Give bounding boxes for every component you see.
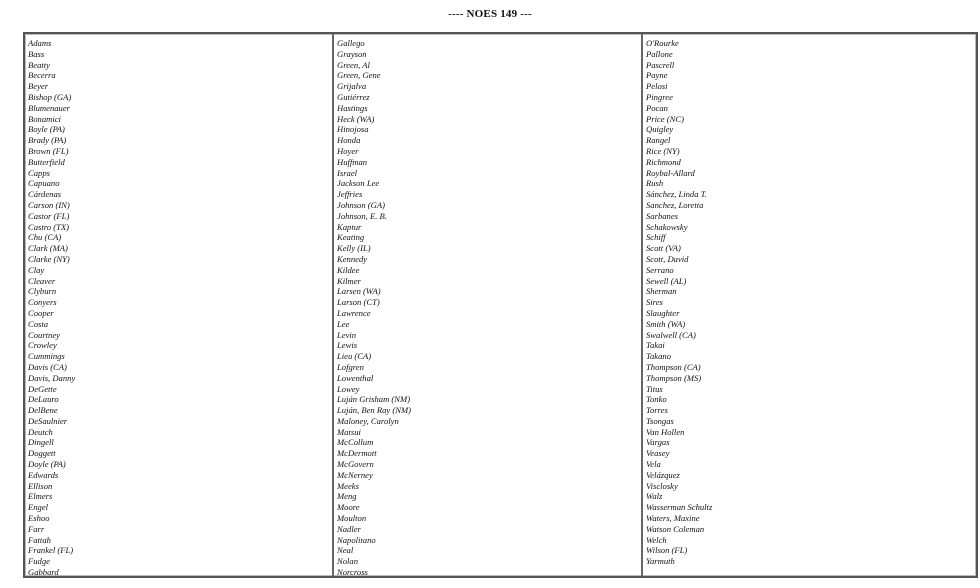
member-name: Clarke (NY) <box>28 253 70 264</box>
member-name: Takai <box>646 340 665 351</box>
member-name: Wasserman Schultz <box>646 502 713 513</box>
member-name: DeSaulnier <box>28 415 68 426</box>
member-name: Courtney <box>28 329 60 340</box>
member-name: Cárdenas <box>28 189 62 200</box>
member-name: Bass <box>28 48 45 59</box>
member-name: Yarmuth <box>646 556 675 567</box>
member-name: Kennedy <box>337 253 368 264</box>
member-name: Norcross <box>337 567 368 576</box>
member-name: Johnson, E. B. <box>337 210 387 221</box>
member-name: Luján Grisham (NM) <box>337 394 411 405</box>
member-name: Cooper <box>28 307 54 318</box>
member-name: Lewis <box>337 340 358 351</box>
member-name: Kelly (IL) <box>337 243 371 254</box>
member-name: Veasey <box>646 448 670 459</box>
noes-name-table <box>23 32 978 578</box>
member-name: McGovern <box>337 459 374 470</box>
member-name: Payne <box>646 70 668 81</box>
member-name: Quigley <box>646 124 674 135</box>
member-name: Visclosky <box>646 480 678 491</box>
member-name: Costa <box>28 318 49 329</box>
member-name: Matsui <box>337 426 361 437</box>
member-name: Sires <box>646 297 663 308</box>
member-name: Pingree <box>646 91 673 102</box>
member-name: Conyers <box>28 297 57 308</box>
member-name: Beyer <box>28 81 49 92</box>
member-name: Welch <box>646 534 667 545</box>
member-name: Clark (MA) <box>28 243 68 254</box>
member-name: Doggett <box>28 448 56 459</box>
member-name: Lawrence <box>337 307 371 318</box>
member-name: Carson (IN) <box>28 199 70 210</box>
member-name: Keating <box>337 232 365 243</box>
member-name: Castor (FL) <box>28 210 70 221</box>
member-name: DeLauro <box>28 394 59 405</box>
member-name: Rice (NY) <box>646 145 680 156</box>
member-name: Lowey <box>337 383 360 394</box>
member-name: Wilson (FL) <box>646 545 688 556</box>
member-name: Green, Al <box>337 59 370 70</box>
member-name: Ellison <box>28 480 53 491</box>
member-name: Gallego <box>337 38 365 48</box>
vote-tally-title: ---- NOES 149 --- <box>448 8 532 20</box>
member-name: Nadler <box>337 523 361 534</box>
member-name: Honda <box>337 135 361 146</box>
member-name: Watson Coleman <box>646 523 705 534</box>
member-name: Clay <box>28 264 45 275</box>
member-name: Pocan <box>646 102 668 113</box>
member-name: McCollum <box>337 437 374 448</box>
member-name: Kaptur <box>337 221 362 232</box>
member-name: Elmers <box>28 491 53 502</box>
member-name: Bishop (GA) <box>28 91 72 102</box>
member-name: Tsongas <box>646 415 674 426</box>
member-name: Tonko <box>646 394 667 405</box>
member-name: Slaughter <box>646 307 680 318</box>
member-name: Beatty <box>28 59 50 70</box>
member-name: Waters, Maxine <box>646 513 700 524</box>
member-name: Vargas <box>646 437 670 448</box>
member-name: Thompson (CA) <box>646 361 701 372</box>
member-name: Jackson Lee <box>337 178 380 189</box>
member-name: Van Hollen <box>646 426 685 437</box>
member-name: Sanchez, Loretta <box>646 199 704 210</box>
member-name: Davis (CA) <box>28 361 67 372</box>
member-name: Thompson (MS) <box>646 372 702 383</box>
member-name: Dingell <box>28 437 54 448</box>
member-name: Luján, Ben Ray (NM) <box>337 405 411 416</box>
member-name: Velázquez <box>646 469 680 480</box>
member-name: Boyle (PA) <box>28 124 65 135</box>
member-name: Roybal-Allard <box>646 167 695 178</box>
member-name: Serrano <box>646 264 674 275</box>
member-name: Castro (TX) <box>28 221 69 232</box>
member-name: Maloney, Carolyn <box>337 415 399 426</box>
member-name: Sarbanes <box>646 210 678 221</box>
member-name: Schiff <box>646 232 666 243</box>
name-column-3 <box>643 34 976 576</box>
member-name: Bonamici <box>28 113 61 124</box>
member-name: Takano <box>646 351 671 362</box>
member-name: Brady (PA) <box>28 135 67 146</box>
member-name: Doyle (PA) <box>28 459 66 470</box>
member-name: DeGette <box>28 383 57 394</box>
member-name: Becerra <box>28 70 56 81</box>
member-name: Heck (WA) <box>337 113 375 124</box>
member-name: Rush <box>646 178 664 189</box>
member-name: Lieu (CA) <box>337 351 372 362</box>
member-name: Johnson (GA) <box>337 199 385 210</box>
member-name: Titus <box>646 383 663 394</box>
member-name: McDermott <box>337 448 377 459</box>
member-name: Lofgren <box>337 361 364 372</box>
member-name: Torres <box>646 405 668 416</box>
member-name: Engel <box>28 502 49 513</box>
member-name: Moore <box>337 502 360 513</box>
member-name: Napolitano <box>337 534 376 545</box>
member-name: DelBene <box>28 405 58 416</box>
member-name: Kilmer <box>337 275 361 286</box>
member-name: Hoyer <box>337 145 359 156</box>
member-name: Meeks <box>337 480 359 491</box>
member-name: Davis, Danny <box>28 372 76 383</box>
member-name: Lowenthal <box>337 372 374 383</box>
member-name: Hinojosa <box>337 124 369 135</box>
member-name: Swalwell (CA) <box>646 329 696 340</box>
member-name: Capps <box>28 167 50 178</box>
member-name: Meng <box>337 491 357 502</box>
member-name: O'Rourke <box>646 38 679 48</box>
member-name: Chu (CA) <box>28 232 62 243</box>
member-name: Larson (CT) <box>337 297 380 308</box>
member-name: Gabbard <box>28 567 59 576</box>
member-name: Deutch <box>28 426 53 437</box>
member-name: Price (NC) <box>646 113 684 124</box>
member-name: Frankel (FL) <box>28 545 74 556</box>
member-name: Butterfield <box>28 156 65 167</box>
member-name: Hastings <box>337 102 368 113</box>
member-name: Farr <box>28 523 45 534</box>
member-name: Grayson <box>337 48 367 59</box>
member-name: Huffman <box>337 156 368 167</box>
name-column-1 <box>25 34 334 576</box>
member-name: Richmond <box>646 156 681 167</box>
member-name: Clyburn <box>28 286 57 297</box>
member-name: Pascrell <box>646 59 675 70</box>
member-name: Adams <box>28 38 52 48</box>
name-column-2 <box>334 34 643 576</box>
member-name: Sewell (AL) <box>646 275 687 286</box>
member-name: Rangel <box>646 135 671 146</box>
member-name: Walz <box>646 491 663 502</box>
member-name: Scott (VA) <box>646 243 681 254</box>
member-name: Grijalva <box>337 81 367 92</box>
member-name: Levin <box>337 329 357 340</box>
member-name: Kildee <box>337 264 360 275</box>
member-name: Schakowsky <box>646 221 688 232</box>
member-name: Blumenauer <box>28 102 71 113</box>
member-name: Vela <box>646 459 661 470</box>
member-name: Eshoo <box>28 513 50 524</box>
member-name: Pelosi <box>646 81 668 92</box>
member-name: Sánchez, Linda T. <box>646 189 707 200</box>
member-name: Gutiérrez <box>337 91 370 102</box>
member-name: Larsen (WA) <box>337 286 381 297</box>
member-name: Green, Gene <box>337 70 381 81</box>
member-name: Scott, David <box>646 253 689 264</box>
member-name: Neal <box>337 545 354 556</box>
member-name: Cleaver <box>28 275 56 286</box>
member-name: Israel <box>337 167 358 178</box>
member-name: Capuano <box>28 178 60 189</box>
member-name: Cummings <box>28 351 65 362</box>
member-name: Sherman <box>646 286 677 297</box>
member-name: Crowley <box>28 340 57 351</box>
member-name: McNerney <box>337 469 373 480</box>
member-name: Smith (WA) <box>646 318 686 329</box>
member-name: Nolan <box>337 556 359 567</box>
member-name: Brown (FL) <box>28 145 69 156</box>
member-name: Lee <box>337 318 350 329</box>
member-name: Fudge <box>28 556 50 567</box>
member-name: Edwards <box>28 469 59 480</box>
member-name: Pallone <box>646 48 673 59</box>
member-name: Moulton <box>337 513 367 524</box>
member-name: Jeffries <box>337 189 363 200</box>
member-name: Fattah <box>28 534 51 545</box>
